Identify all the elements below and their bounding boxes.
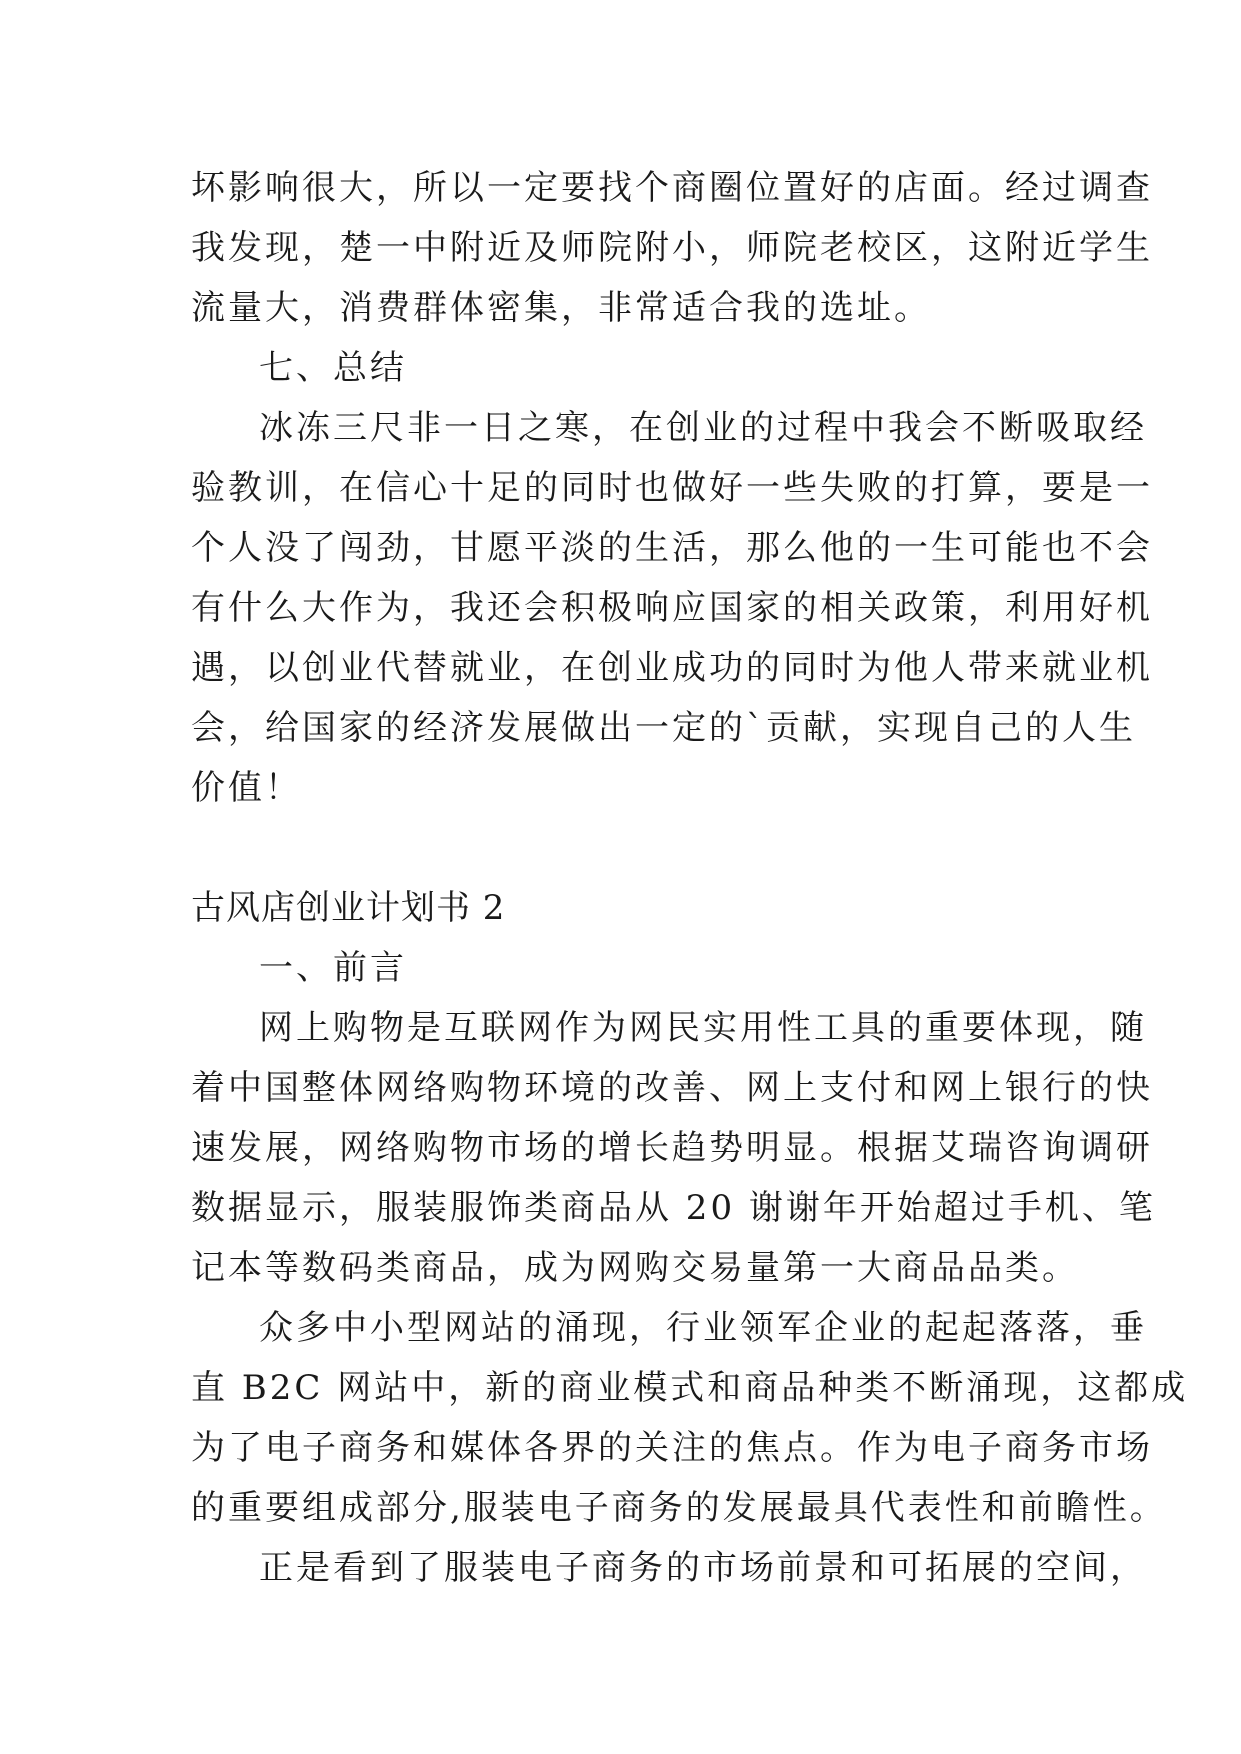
body-line: 正是看到了服装电子商务的市场前景和可拓展的空间， bbox=[259, 1548, 1147, 1588]
body-line: 直 B2C 网站中，新的商业模式和商品种类不断涌现，这都成 bbox=[191, 1368, 1189, 1408]
body-line: 着中国整体网络购物环境的改善、网上支付和网上银行的快 bbox=[191, 1068, 1153, 1108]
body-line: 验教训，在信心十足的同时也做好一些失败的打算，要是一 bbox=[191, 468, 1153, 508]
body-line: 速发展，网络购物市场的增长趋势明显。根据艾瑞咨询调研 bbox=[191, 1128, 1153, 1168]
body-line: 个人没了闯劲，甘愿平淡的生活，那么他的一生可能也不会 bbox=[191, 528, 1153, 568]
body-line: 坏影响很大，所以一定要找个商圈位置好的店面。经过调查 bbox=[191, 168, 1153, 208]
body-line: 我发现，楚一中附近及师院附小，师院老校区，这附近学生 bbox=[191, 228, 1153, 268]
document-title: 古风店创业计划书 2 bbox=[191, 888, 506, 928]
body-line: 的重要组成部分,服装电子商务的发展最具代表性和前瞻性。 bbox=[191, 1488, 1167, 1528]
body-line: 冰冻三尺非一日之寒，在创业的过程中我会不断吸取经 bbox=[259, 408, 1147, 448]
document-page bbox=[191, 158, 1189, 1598]
body-line: 价值！ bbox=[191, 768, 302, 808]
body-line: 网上购物是互联网作为网民实用性工具的重要体现，随 bbox=[259, 1008, 1147, 1048]
body-line: 记本等数码类商品，成为网购交易量第一大商品品类。 bbox=[191, 1248, 1079, 1288]
body-line: 遇，以创业代替就业，在创业成功的同时为他人带来就业机 bbox=[191, 648, 1153, 688]
paragraph-gap bbox=[191, 818, 1051, 878]
body-line: 流量大，消费群体密集，非常适合我的选址。 bbox=[191, 288, 931, 328]
body-line: 众多中小型网站的涌现，行业领军企业的起起落落，垂 bbox=[259, 1308, 1147, 1348]
body-line: 数据显示，服装服饰类商品从 20 谢谢年开始超过手机、笔 bbox=[191, 1188, 1156, 1228]
body-line: 会，给国家的经济发展做出一定的`贡献，实现自己的人生 bbox=[191, 708, 1136, 748]
body-line: 为了电子商务和媒体各界的关注的焦点。作为电子商务市场 bbox=[191, 1428, 1153, 1468]
section-heading-summary: 七、总结 bbox=[259, 348, 407, 388]
section-heading-preface: 一、前言 bbox=[259, 948, 407, 988]
body-line: 有什么大作为，我还会积极响应国家的相关政策，利用好机 bbox=[191, 588, 1153, 628]
